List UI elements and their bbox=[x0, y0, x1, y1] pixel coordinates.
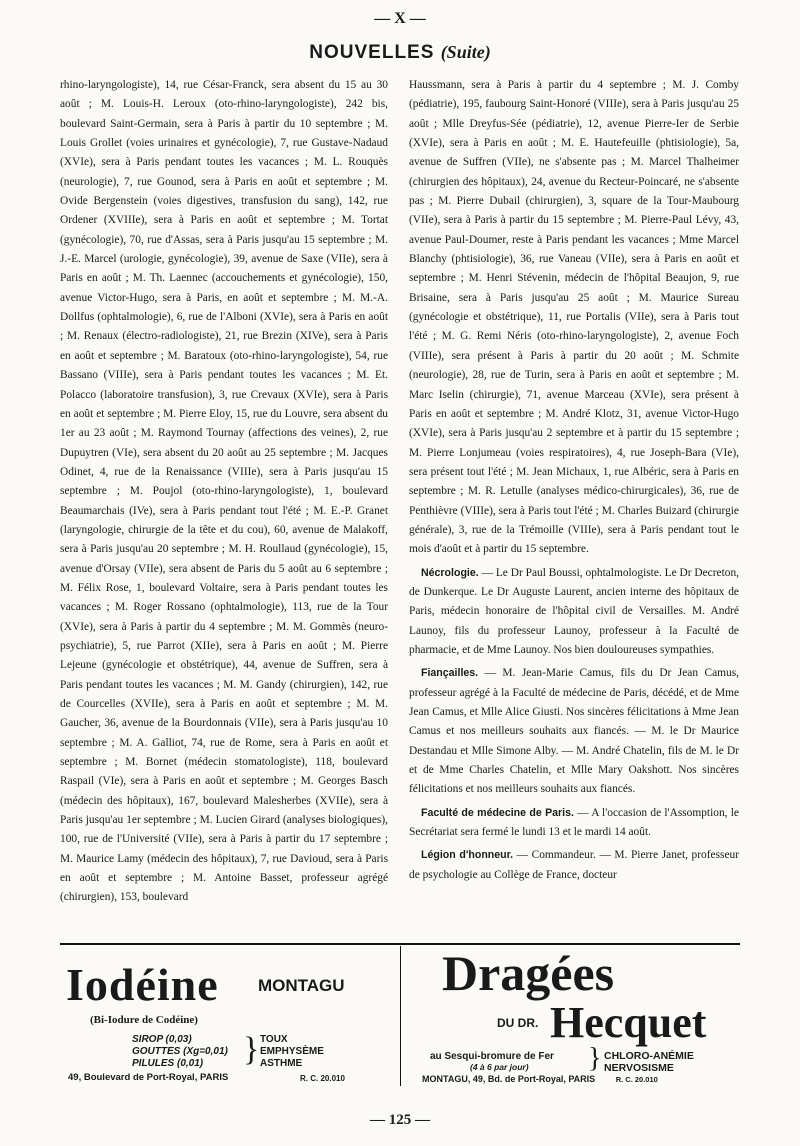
iodeine-product-name: Iodéine bbox=[66, 959, 219, 1010]
dragees-product-name: Dragées bbox=[442, 945, 615, 1001]
dragees-du-dr: DU DR. bbox=[497, 1016, 539, 1030]
dragees-address: MONTAGU, 49, Bd. de Port-Royal, PARIS bbox=[422, 1074, 596, 1084]
brace-icon: } bbox=[588, 1043, 602, 1074]
section-title bbox=[0, 42, 800, 64]
iodeine-brand: MONTAGU bbox=[258, 976, 345, 995]
iodeine-advertisement bbox=[60, 946, 401, 1086]
iodeine-form-item: PILULES (0,01) bbox=[132, 1058, 204, 1069]
fiancailles-section bbox=[409, 664, 739, 799]
faculte-text: — A l'occasion de l'Assomption, le Secrétariat sera fermé le lundi 13 et le mardi 14 août. bbox=[409, 806, 739, 839]
right-column bbox=[409, 76, 739, 885]
section-title-suffix: (Suite) bbox=[440, 42, 491, 62]
dragees-indication-item: NERVOSISME bbox=[604, 1062, 674, 1074]
dragees-doctor-name: Hecquet bbox=[550, 998, 707, 1047]
left-column bbox=[60, 76, 388, 908]
necrologie-text: — Le Dr Paul Boussi, ophtalmologiste. Le Dr Decreton, de Dunkerque. Le Dr Auguste Laurent, ancien interne des hôpitaux de Paris, médecin honoraire de l'hôpital civil de Versailles. M. André Launoy, fils du professeur Launoy, professeur à la Faculté de pharmacie, et de Mme Launoy. Nos bien douloureuses sympathies. bbox=[409, 566, 739, 656]
dragees-formula-text: au Sesqui-bromure de Fer bbox=[430, 1051, 554, 1062]
iodeine-forms bbox=[132, 1034, 228, 1070]
iodeine-form-item: GOUTTES (Xg=0,01) bbox=[132, 1046, 228, 1057]
iodeine-indication-item: ASTHME bbox=[260, 1058, 303, 1069]
dragees-advertisement bbox=[402, 946, 740, 1086]
right-column-continuation: Haussmann, sera à Paris à partir du 4 septembre ; M. J. Comby (pédiatrie), 195, faubourg Saint-Honoré (VIIIe), sera à Paris jusqu'au 25 août ; Mlle Dreyfus-Sée (pédiatrie), 12, avenue Pierre-Ier de Serbie (XVIe), sera à Paris en août ; M. E. Hautefeuille (phtisiologie), 5a, avenue de Suffren (VIIe), ne s'absente pas ; M. Marcel Thalheimer (chirurgien des hôpitaux), 24, avenue du Recteur-Poincaré, ne s'absente pas ; M. Pierre Dubail (chirurgien), 3, square de la Tour-Maubourg (VIIe), sera à Paris à partir du 15 septembre ; M. Pierre-Paul Lévy, 43, avenue Paul-Doumer, reste à Paris pendant les vacances ; Mme Marcel Blanchy (phtisiologie), 36, rue Vaneau (VIIe), sera à Paris en août et septembre ; M. Henri Stévenin, médecin de l'hôpital Beaujon, 9, rue Brisaine, sera à Paris jusqu'au 25 août ; M. Maurice Sureau (gynécologie et obstétrique), 11, rue Portalis (VIIe), sera à Paris tout l'été ; M. G. Remi Néris (oto-rhino-laryngologiste), 2, avenue Foch (VIIIe), sera présent à Paris à partir du 20 août ; M. Schmite (neurologie), 28, rue de Turin, sera à Paris en août et septembre ; M. Marc Iselin (chirurgie), 71, avenue Marceau (XVIe), sera présent à Paris en août et septembre ; M. André Klotz, 31, avenue Victor-Hugo (XVIe), sera à Paris jusqu'au 2 septembre et à partir du 15 septembre ; M. Pierre Lonjumeau (voies respiratoires), 4, rue Joseph-Bara (VIe), sera présent tout l'été ; M. Jean Michaux, 1, rue Albéric, sera à Paris en septembre ; M. R. Letulle (analyses médico-chirurgicales), 36, rue de Penthièvre (VIIIe), sera à Paris tout l'été ; M. Charles Buizard (chirurgie générale), 3, rue de la Trémoille (VIIIe), sera à Paris pendant tout le mois d'août et à partir du 15 septembre. bbox=[409, 79, 739, 556]
legion-heading: Légion d'honneur. bbox=[421, 849, 514, 862]
dragees-address-line bbox=[422, 1074, 658, 1084]
dragees-dose: (4 à 6 par jour) bbox=[470, 1062, 529, 1072]
left-column-text: rhino-laryngologiste), 14, rue César-Franck, sera absent du 15 au 30 août ; M. Louis-H. Leroux (oto-rhino-laryngologiste), 242 bis, boulevard Saint-Germain, sera à Paris à partir du 10 septembre ; M. Louis Grollet (voies urinaires et gynécologie), 7, rue Gustave-Nadaud (XVIe), sera à Paris pendant toutes les vacances ; M. L. Rouquès (neurologie), 7, rue Gounod, sera à Paris en août et septembre ; M. Ovide Bergenstein (voies digestives, transfusion du sang), 142, rue Ordener (XVIIIe), sera à Paris en août et septembre ; M. Tortat (gynécologie), 70, rue d'Assas, sera à Paris jusqu'au 15 septembre ; M. J.-E. Marcel (urologie, gynécologie), 39, avenue de Saxe (VIIe), sera à Paris en août ; M. Th. Laennec (accouchements et gynécologie), 150, avenue Victor-Hugo, sera à Paris, en août et septembre ; M. M.-A. Dollfus (ophtalmologie), 6, rue de l'Alboni (XVIe), sera à Paris en août ; M. Renaux (électro-radiologiste), 21, rue Brezin (XIVe), sera à Paris en août et septembre ; M. Baratoux (oto-rhino-laryngologiste), 54, rue Bassano (VIIIe), sera à Paris pendant toutes les vacances ; M. Et. Polacco (laboratoire transfusion), 3, rue Crevaux (XVIe), sera à Paris en août et septembre ; M. Pierre Eloy, 15, rue du Louvre, sera absent du 1er au 23 août ; M. Raymond Tournay (affections des veines), 2, rue Dupuytren (VIe), sera absent du 20 août au 25 septembre ; M. Jacques Odinet, 4, rue de la Renaissance (VIIIe), sera à Paris jusqu'au 15 septembre ; M. Poujol (oto-rhino-laryngologiste), 1, boulevard Beaumarchais (IVe), sera à Paris pendant tout l'été ; M. E.-P. Granet (laryngologie, chirurgie de la tête et du cou), 60, avenue de Malakoff, sera à Paris jusqu'au 20 septembre ; M. H. Roullaud (gynécologie), 15, avenue d'Orsay (VIIe), sera absent de Paris du 5 août au 6 septembre ; M. Félix Rose, 1, boulevard Voltaire, sera à Paris pendant toutes les vacances ; M. Roger Rossano (ophtalmologie), 113, rue de la Tour (XVIe), sera à Paris à partir du 4 septembre ; M. M. Gommès (neuro-psychiatrie), 5, rue Parrot (XIIe), sera à Paris en août ; M. Pierre Lejeune (gynécologie et obstétrique), 44, avenue de Suffren, sera à Paris pendant toutes les vacances ; M. M. Gandy (chirurgien), 142, rue de Courcelles (XVIIe), sera à Paris en août et septembre ; M. M. Gaucher, 36, avenue de la Bourdonnais (VIIe), sera à Paris jusqu'au 10 septembre ; M. A. Galliot, 74, rue de Rome, sera à Paris en août et septembre ; M. Bornet (médecin stomatologiste), 118, boulevard Raspail (VIe), sera à Paris en août et septembre ; M. Georges Basch (médecin des hôpitaux), 167, boulevard Malesherbes (XVIIe), sera à Paris jusqu'au 1er septembre ; M. Lucien Girard (analyses biologiques), 100, rue de l'Université (VIIe), sera à Paris à partir du 17 septembre ; M. Maurice Lamy (médecin des hôpitaux), 7, rue Davioud, sera à Paris en août et septembre ; M. Antoine Basset, professeur agrégé (chirurgien), 153, boulevard bbox=[60, 79, 388, 904]
roman-page-number: — X — bbox=[374, 10, 426, 27]
iodeine-indication-item: TOUX bbox=[260, 1034, 288, 1045]
necrologie-section bbox=[409, 564, 739, 661]
faculte-section bbox=[409, 804, 739, 843]
iodeine-address: 49, Boulevard de Port-Royal, PARIS bbox=[68, 1072, 229, 1083]
fiancailles-heading: Fiançailles. bbox=[421, 667, 479, 680]
iodeine-subtitle: (Bi-Iodure de Codéine) bbox=[90, 1014, 198, 1026]
page-number: — 125 — bbox=[370, 1112, 430, 1128]
section-title-text: NOUVELLES bbox=[309, 42, 435, 63]
ad-divider bbox=[60, 943, 740, 945]
iodeine-form-item: SIROP (0,03) bbox=[132, 1034, 192, 1045]
faculte-heading: Faculté de médecine de Paris. bbox=[421, 806, 574, 819]
necrologie-heading: Nécrologie. bbox=[421, 566, 479, 579]
dragees-indication-item: CHLORO-ANÉMIE bbox=[604, 1050, 694, 1062]
fiancailles-text: — M. Jean-Marie Camus, fils du Dr Jean Camus, professeur agrégé à la Faculté de médecine de Paris, décédé, et de Mme Jean Camus, et Mlle Alice Giusti. Nos sincères félicitations à Mme Jean Camus et nos meilleurs souhaits aux fiancés. — M. le Dr Maurice Destandau et Mlle Simone Alby. — M. André Chatelin, fils de M. le Dr et de Mme Charles Chatelin, et Mlle Mary Oakshott. Nos sincères félicitations et nos meilleurs souhaits aux fiancés. bbox=[409, 667, 739, 796]
brace-icon: } bbox=[243, 1031, 260, 1068]
iodeine-indication-item: EMPHYSÈME bbox=[260, 1046, 324, 1057]
iodeine-ref: R. C. 20.010 bbox=[300, 1074, 345, 1083]
legion-text: — Commandeur. — M. Pierre Janet, professeur de psychologie au Collège de France, docteur bbox=[409, 849, 739, 881]
dragees-formula bbox=[430, 1051, 554, 1073]
dragees-ref: R. C. 20.010 bbox=[615, 1075, 658, 1084]
dragees-indications bbox=[604, 1050, 694, 1074]
legion-section bbox=[409, 846, 739, 885]
iodeine-indications bbox=[260, 1034, 324, 1070]
